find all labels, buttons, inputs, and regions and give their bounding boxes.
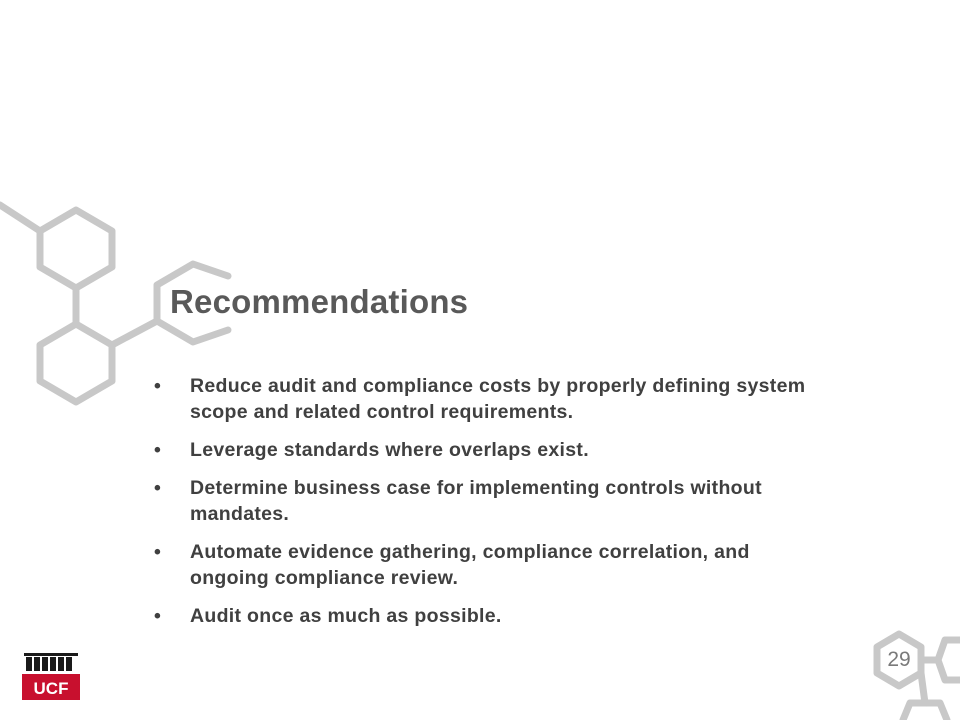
connector-edge [0, 205, 40, 231]
connector-down [921, 673, 925, 703]
bullet-text: Audit once as much as possible. [190, 605, 502, 627]
bullet-text: Reduce audit and compliance costs by properly defining system scope and related control requirements. [190, 375, 806, 423]
bullet-text: Determine business case for implementing controls without mandates. [190, 477, 762, 525]
hexagon-top [40, 210, 112, 288]
bullet-text: Automate evidence gathering, compliance correlation, and ongoing compliance review. [190, 541, 750, 589]
bullet-icon: • [154, 541, 162, 563]
bullet-icon: • [154, 605, 162, 627]
bullet-item [150, 603, 810, 629]
bullet-icon: • [154, 439, 162, 461]
bullet-icon: • [154, 477, 162, 499]
bullet-item [150, 373, 810, 425]
bullet-list [150, 373, 810, 641]
slide-title: Recommendations [170, 283, 469, 320]
page-number: 29 [887, 648, 911, 671]
bullet-item [150, 539, 810, 591]
bullet-text: Leverage standards where overlaps exist. [190, 439, 589, 461]
bullet-item [150, 475, 810, 527]
bullet-icon: • [154, 375, 162, 397]
ucf-logo [20, 650, 82, 702]
hexagon-bottom [40, 324, 112, 402]
connector-diagonal [112, 321, 157, 345]
bullet-item [150, 437, 810, 463]
svg-text:UCF: UCF [33, 679, 69, 698]
